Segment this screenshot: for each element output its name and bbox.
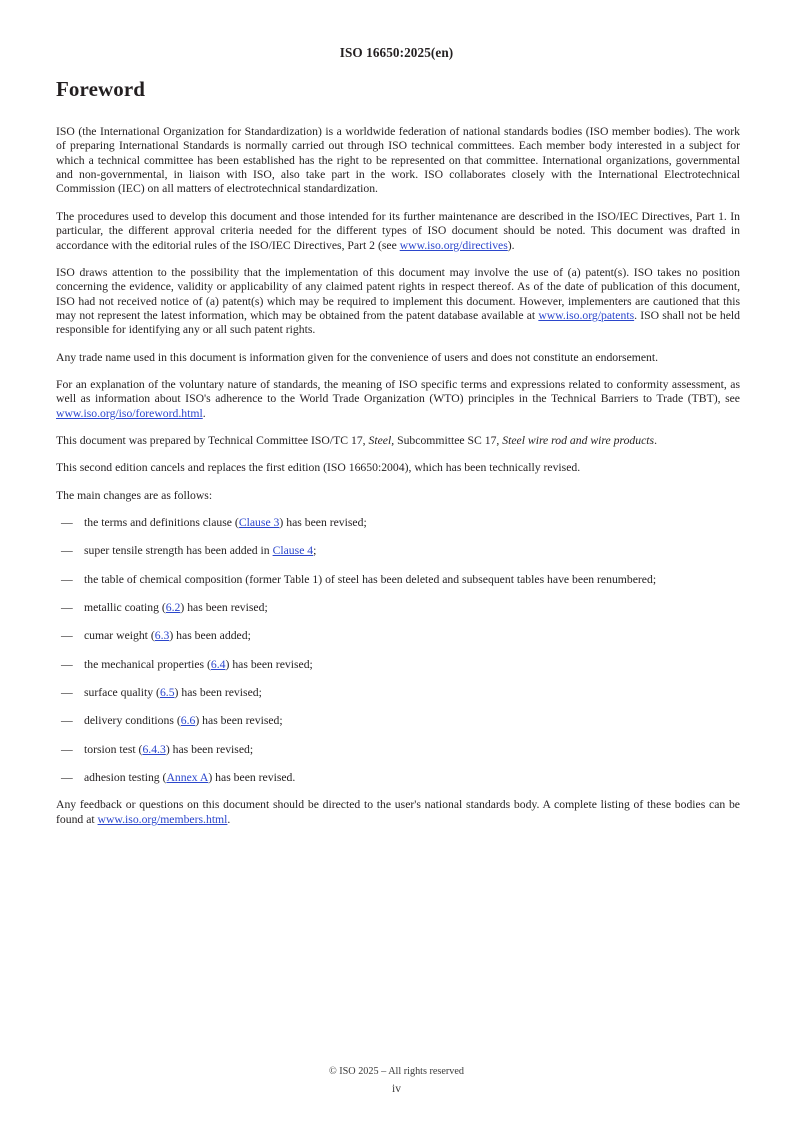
paragraph-trade-name	[56, 351, 740, 365]
paragraph-text-before-link: Any feedback or questions on this document should be directed to the user's national standards body. A complete listing of these bodies can be found at	[56, 798, 740, 826]
page-content	[56, 78, 740, 840]
page-title: Foreword	[56, 77, 146, 101]
list-item-text-after-link: ) has been revised;	[180, 601, 268, 614]
paragraph-text: Any trade name used in this document is information given for the convenience of users and does not constitute an endorsement.	[56, 350, 659, 364]
paragraph-patents	[56, 266, 740, 338]
list-item-text-after-link: ;	[313, 544, 317, 558]
tc-text-part2: , Subcommittee SC 17,	[391, 433, 503, 447]
paragraph-text-before-link: For an explanation of the voluntary nature of standards, the meaning of ISO specific terms and expressions related to conformity assessment, as well as information about ISO's adherence to the World Trade Organization (WTO) principles in the Technical Barriers to Trade (TBT), see	[56, 377, 740, 406]
link-clause-3[interactable]: Clause 3	[238, 515, 280, 529]
em-dash-bullet: —	[61, 686, 73, 700]
em-dash-bullet: —	[61, 601, 73, 614]
list-item-text-before-link: delivery conditions (	[84, 714, 181, 728]
footer-copyright: © ISO 2025 – All rights reserved	[328, 1066, 465, 1077]
list-item-text-after-link: ) has been revised;	[279, 515, 367, 529]
paragraph-procedures	[56, 210, 740, 253]
list-item	[56, 743, 740, 757]
paragraph-voluntary-nature	[56, 378, 740, 421]
link-subclause-6-3[interactable]: 6.3	[154, 629, 170, 643]
tc-italic-steel-wire-rod: Steel wire rod and wire products	[502, 433, 655, 447]
list-item-text-before-link: surface quality (	[84, 686, 160, 700]
list-item-text-after-link: ) has been revised;	[225, 657, 313, 671]
link-subclause-6-6[interactable]: 6.6	[180, 714, 196, 728]
link-iso-directives[interactable]: www.iso.org/directives	[399, 238, 508, 252]
em-dash-bullet: —	[61, 572, 73, 586]
list-item	[56, 629, 740, 643]
em-dash-bullet: —	[61, 657, 73, 671]
link-subclause-6-4-3[interactable]: 6.4.3	[142, 742, 166, 756]
paragraph-main-changes-lead-in	[56, 489, 740, 503]
paragraph-text-after-link: .	[202, 406, 206, 420]
link-iso-foreword[interactable]: www.iso.org/iso/foreword.html	[56, 406, 203, 420]
list-item-text-before-link: the mechanical properties (	[84, 657, 211, 671]
list-item	[56, 544, 740, 558]
em-dash-bullet: —	[61, 629, 73, 643]
em-dash-bullet: —	[61, 771, 73, 785]
paragraph-text: This second edition cancels and replaces the first edition (ISO 16650:2004), which has been technically revised.	[56, 461, 581, 475]
list-item	[56, 771, 740, 785]
list-item-text-before-link: torsion test (	[84, 742, 143, 756]
paragraph-text-before-link: The procedures used to develop this document and those intended for its further maintenance are described in the ISO/IEC Directives, Part 1. In particular, the different approval criteria needed for the different types of ISO document should be noted. This document was drafted in accordance with the editorial rules of the ISO/IEC Directives, Part 2 (see	[56, 209, 740, 252]
main-changes-list	[56, 516, 740, 785]
em-dash-bullet: —	[61, 714, 73, 728]
em-dash-bullet: —	[61, 742, 73, 756]
tc-italic-steel: Steel	[368, 433, 392, 447]
list-item-text-before-link: adhesion testing (	[84, 771, 167, 785]
list-item-text-before-link: cumar weight (	[84, 629, 155, 643]
link-subclause-6-2[interactable]: 6.2	[165, 601, 181, 614]
paragraph-text: The main changes are as follows:	[56, 488, 213, 502]
paragraph-text-after-link: .	[227, 812, 231, 826]
paragraph-technical-committee	[56, 434, 740, 448]
list-item-text-after-link: ) has been revised.	[208, 771, 296, 785]
list-item	[56, 714, 740, 728]
list-item	[56, 601, 740, 615]
link-iso-patents[interactable]: www.iso.org/patents	[538, 308, 635, 322]
paragraph-text-before-link: ISO draws attention to the possibility that the implementation of this document may involve the use of (a) patent(s). ISO takes no position concerning the evidence, validity or applicability of any claimed patent rights in respect thereof. As of the date of publication of this document, ISO had not received notice of (a) patent(s) which may be required to implement this document. However, implementers are cautioned that this may not represent the latest information, which may be obtained from the patent database available at	[56, 265, 740, 322]
list-item	[56, 686, 740, 700]
paragraph-text-after-link: ).	[507, 238, 515, 252]
tc-text-part1: This document was prepared by Technical Committee ISO/TC 17,	[56, 433, 369, 447]
list-item	[56, 658, 740, 672]
paragraph-feedback	[56, 798, 740, 827]
list-item-text: the table of chemical composition (former Table 1) of steel has been deleted and subsequent tables have been renumbered;	[84, 572, 657, 586]
em-dash-bullet: —	[61, 515, 73, 529]
link-clause-4[interactable]: Clause 4	[272, 544, 314, 558]
paragraph-iso-intro	[56, 125, 740, 197]
link-subclause-6-4[interactable]: 6.4	[210, 657, 226, 671]
list-item	[56, 573, 740, 587]
link-iso-members[interactable]: www.iso.org/members.html	[97, 812, 228, 826]
list-item-text-after-link: ) has been revised;	[195, 714, 283, 728]
running-head: ISO 16650:2025(en)	[339, 45, 454, 60]
paragraph-second-edition	[56, 461, 740, 475]
list-item-text-before-link: metallic coating (	[84, 601, 166, 614]
paragraph-text-after-link: . ISO shall not be held responsible for identifying any or all such patent rights.	[56, 308, 740, 337]
paragraph-text: ISO (the International Organization for Standardization) is a worldwide federation of national standards bodies (ISO member bodies). The work of preparing International Standards is normally carried out through ISO technical committees. Each member body interested in a subject for which a technical committee has been established has the right to be represented on that committee. International organizations, governmental and non-governmental, in liaison with ISO, also take part in the work. ISO collaborates closely with the International Electrotechnical Commission (IEC) on all matters of electrotechnical standardization.	[56, 125, 740, 196]
list-item-text-after-link: ) has been revised;	[174, 686, 262, 700]
em-dash-bullet: —	[61, 544, 73, 558]
footer-page-number: iv	[392, 1083, 401, 1095]
list-item	[56, 516, 740, 530]
list-item-text-after-link: ) has been added;	[169, 629, 251, 643]
link-subclause-6-5[interactable]: 6.5	[159, 686, 175, 700]
tc-text-part3: .	[654, 433, 658, 447]
list-item-text-before-link: the terms and definitions clause (	[84, 515, 239, 529]
list-item-text-before-link: super tensile strength has been added in	[84, 544, 273, 558]
link-annex-a[interactable]: Annex A	[166, 771, 209, 785]
list-item-text-after-link: ) has been revised;	[165, 742, 254, 756]
